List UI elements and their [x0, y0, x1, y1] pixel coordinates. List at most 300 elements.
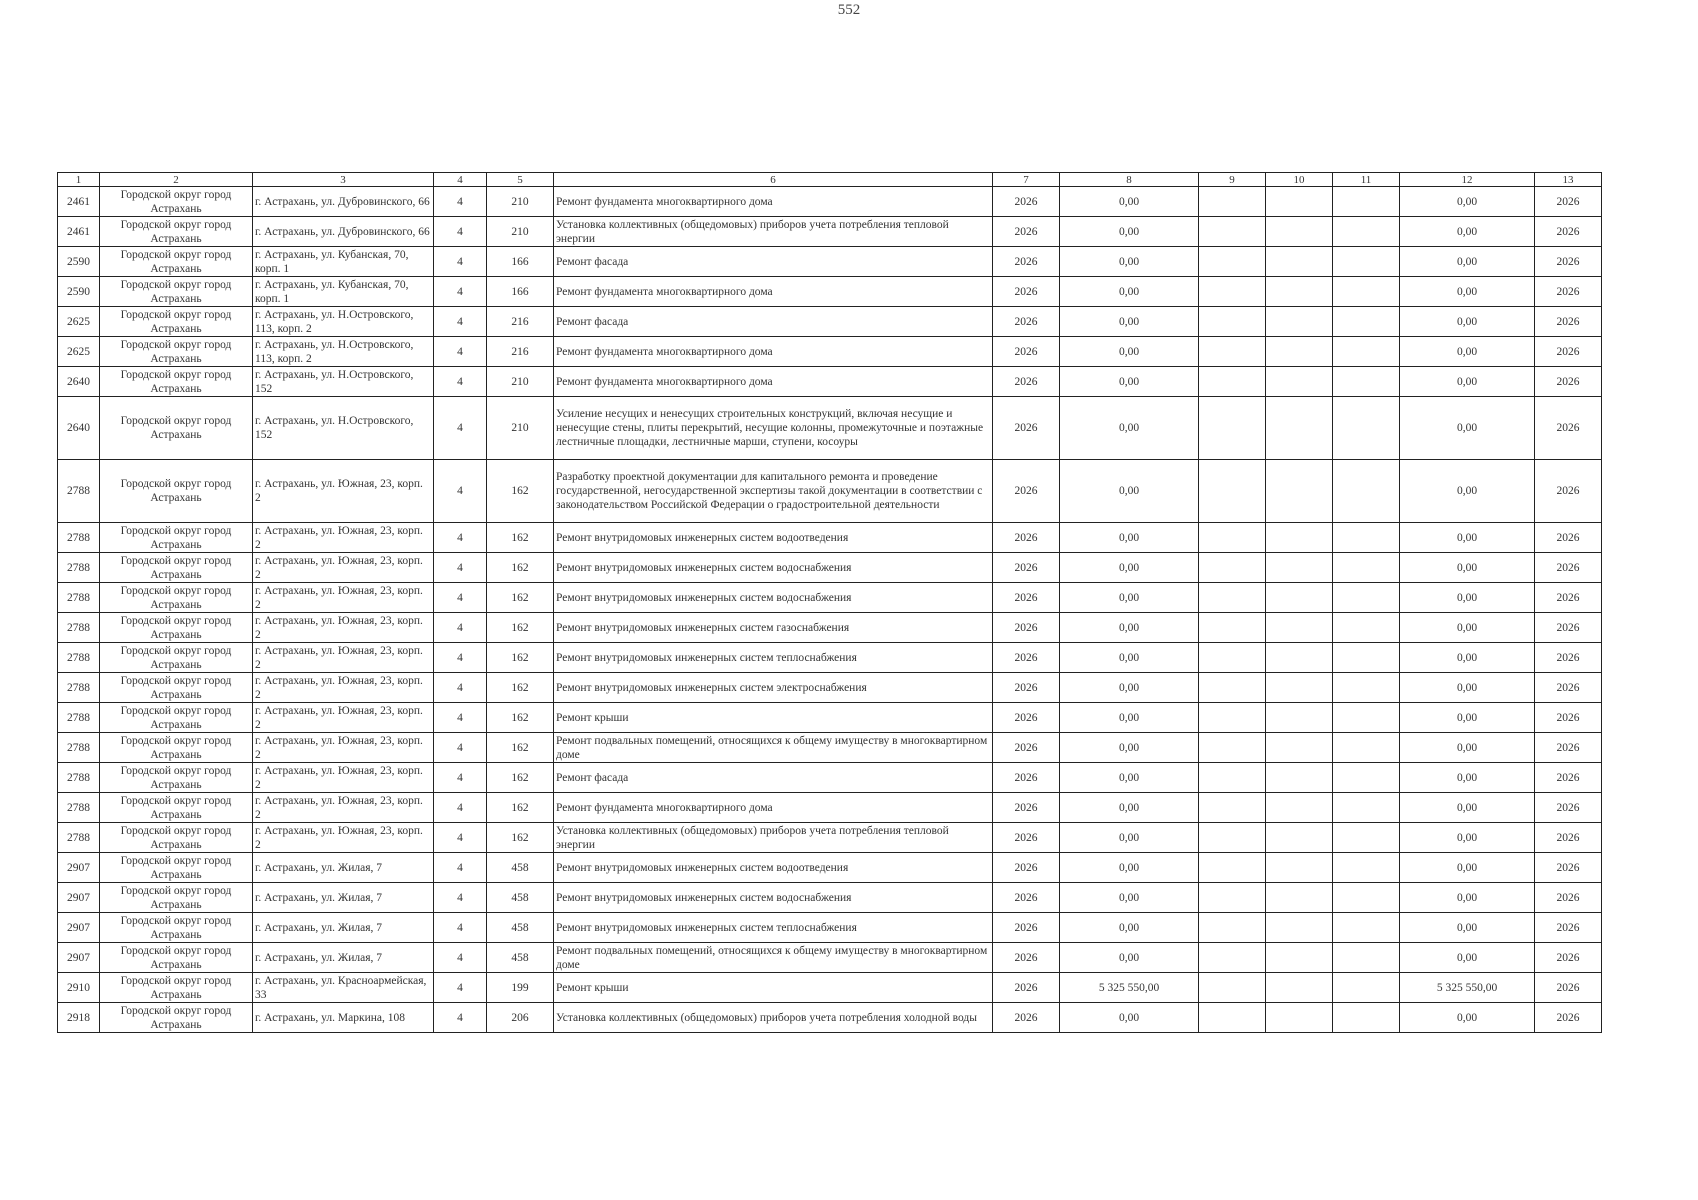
- column-5-cell: 206: [487, 1003, 554, 1033]
- column-header: 12: [1400, 173, 1535, 187]
- column-5-cell: 210: [487, 367, 554, 397]
- column-10-cell: [1266, 673, 1333, 703]
- year-cell: 2026: [993, 703, 1060, 733]
- row-id-cell: 2788: [58, 460, 100, 523]
- cost-cell: 0,00: [1060, 397, 1199, 460]
- column-4-cell: 4: [434, 823, 487, 853]
- column-4-cell: 4: [434, 523, 487, 553]
- work-type-cell: Усиление несущих и ненесущих строительных конструкций, включая несущие и ненесущие стены, плиты перекрытий, несущие колонны, промежуточные и поэтажные лестничные площадки, лестничные марши, ступени, косоуры: [554, 397, 993, 460]
- year-cell: 2026: [993, 823, 1060, 853]
- cost-cell: 0,00: [1060, 187, 1199, 217]
- column-12-cell: 0,00: [1400, 703, 1535, 733]
- column-12-cell: 0,00: [1400, 673, 1535, 703]
- table-row: [58, 763, 1602, 793]
- column-header: 5: [487, 173, 554, 187]
- column-10-cell: [1266, 583, 1333, 613]
- address-cell: г. Астрахань, ул. Южная, 23, корп. 2: [253, 553, 434, 583]
- column-13-cell: 2026: [1535, 367, 1602, 397]
- column-11-cell: [1333, 1003, 1400, 1033]
- column-5-cell: 166: [487, 247, 554, 277]
- year-cell: 2026: [993, 673, 1060, 703]
- row-id-cell: 2788: [58, 643, 100, 673]
- column-9-cell: [1199, 733, 1266, 763]
- work-type-cell: Установка коллективных (общедомовых) приборов учета потребления тепловой энергии: [554, 823, 993, 853]
- column-5-cell: 210: [487, 217, 554, 247]
- year-cell: 2026: [993, 187, 1060, 217]
- municipality-cell: Городской округ город Астрахань: [100, 943, 253, 973]
- column-9-cell: [1199, 763, 1266, 793]
- column-13-cell: 2026: [1535, 523, 1602, 553]
- column-10-cell: [1266, 337, 1333, 367]
- column-5-cell: 162: [487, 583, 554, 613]
- municipality-cell: Городской округ город Астрахань: [100, 763, 253, 793]
- row-id-cell: 2788: [58, 613, 100, 643]
- column-11-cell: [1333, 853, 1400, 883]
- column-13-cell: 2026: [1535, 337, 1602, 367]
- page-number: 552: [837, 2, 861, 18]
- municipality-cell: Городской округ город Астрахань: [100, 643, 253, 673]
- column-11-cell: [1333, 823, 1400, 853]
- work-type-cell: Ремонт фундамента многоквартирного дома: [554, 187, 993, 217]
- column-4-cell: 4: [434, 583, 487, 613]
- column-12-cell: 0,00: [1400, 1003, 1535, 1033]
- column-13-cell: 2026: [1535, 973, 1602, 1003]
- municipality-cell: Городской округ город Астрахань: [100, 553, 253, 583]
- column-9-cell: [1199, 397, 1266, 460]
- table-row: [58, 277, 1602, 307]
- address-cell: г. Астрахань, ул. Жилая, 7: [253, 913, 434, 943]
- column-5-cell: 210: [487, 397, 554, 460]
- work-type-cell: Ремонт фасада: [554, 307, 993, 337]
- work-type-cell: Ремонт внутридомовых инженерных систем водоснабжения: [554, 583, 993, 613]
- table-row: [58, 613, 1602, 643]
- column-11-cell: [1333, 973, 1400, 1003]
- column-4-cell: 4: [434, 643, 487, 673]
- column-4-cell: 4: [434, 397, 487, 460]
- municipality-cell: Городской округ город Астрахань: [100, 307, 253, 337]
- column-11-cell: [1333, 217, 1400, 247]
- address-cell: г. Астрахань, ул. Н.Островского, 113, корп. 2: [253, 337, 434, 367]
- column-9-cell: [1199, 613, 1266, 643]
- column-header: 4: [434, 173, 487, 187]
- column-9-cell: [1199, 277, 1266, 307]
- work-type-cell: Ремонт внутридомовых инженерных систем водоотведения: [554, 853, 993, 883]
- column-5-cell: 162: [487, 553, 554, 583]
- cost-cell: 0,00: [1060, 583, 1199, 613]
- column-10-cell: [1266, 883, 1333, 913]
- cost-cell: 0,00: [1060, 943, 1199, 973]
- column-13-cell: 2026: [1535, 187, 1602, 217]
- address-cell: г. Астрахань, ул. Южная, 23, корп. 2: [253, 523, 434, 553]
- column-11-cell: [1333, 397, 1400, 460]
- column-10-cell: [1266, 643, 1333, 673]
- column-11-cell: [1333, 553, 1400, 583]
- year-cell: 2026: [993, 523, 1060, 553]
- column-12-cell: 0,00: [1400, 613, 1535, 643]
- column-9-cell: [1199, 523, 1266, 553]
- work-type-cell: Ремонт внутридомовых инженерных систем водоснабжения: [554, 883, 993, 913]
- address-cell: г. Астрахань, ул. Южная, 23, корп. 2: [253, 733, 434, 763]
- row-id-cell: 2788: [58, 823, 100, 853]
- column-5-cell: 458: [487, 913, 554, 943]
- table-row: [58, 187, 1602, 217]
- year-cell: 2026: [993, 553, 1060, 583]
- header-row: [58, 173, 1602, 187]
- column-10-cell: [1266, 943, 1333, 973]
- table-row: [58, 217, 1602, 247]
- column-13-cell: 2026: [1535, 733, 1602, 763]
- column-12-cell: 0,00: [1400, 793, 1535, 823]
- column-11-cell: [1333, 673, 1400, 703]
- column-9-cell: [1199, 853, 1266, 883]
- year-cell: 2026: [993, 1003, 1060, 1033]
- municipality-cell: Городской округ город Астрахань: [100, 277, 253, 307]
- capital-repair-register-table: [57, 172, 1602, 1033]
- municipality-cell: Городской округ город Астрахань: [100, 793, 253, 823]
- row-id-cell: 2788: [58, 583, 100, 613]
- column-4-cell: 4: [434, 883, 487, 913]
- column-10-cell: [1266, 763, 1333, 793]
- column-header: 7: [993, 173, 1060, 187]
- municipality-cell: Городской округ город Астрахань: [100, 367, 253, 397]
- column-11-cell: [1333, 307, 1400, 337]
- municipality-cell: Городской округ город Астрахань: [100, 523, 253, 553]
- work-type-cell: Ремонт крыши: [554, 973, 993, 1003]
- table-row: [58, 307, 1602, 337]
- address-cell: г. Астрахань, ул. Н.Островского, 113, корп. 2: [253, 307, 434, 337]
- column-9-cell: [1199, 643, 1266, 673]
- cost-cell: 5 325 550,00: [1060, 973, 1199, 1003]
- municipality-cell: Городской округ город Астрахань: [100, 733, 253, 763]
- work-type-cell: Ремонт фундамента многоквартирного дома: [554, 277, 993, 307]
- cost-cell: 0,00: [1060, 733, 1199, 763]
- column-header: 1: [58, 173, 100, 187]
- table-row: [58, 367, 1602, 397]
- column-12-cell: 0,00: [1400, 523, 1535, 553]
- row-id-cell: 2788: [58, 763, 100, 793]
- column-13-cell: 2026: [1535, 793, 1602, 823]
- year-cell: 2026: [993, 397, 1060, 460]
- table-row: [58, 973, 1602, 1003]
- cost-cell: 0,00: [1060, 793, 1199, 823]
- column-9-cell: [1199, 460, 1266, 523]
- row-id-cell: 2625: [58, 337, 100, 367]
- cost-cell: 0,00: [1060, 523, 1199, 553]
- cost-cell: 0,00: [1060, 763, 1199, 793]
- municipality-cell: Городской округ город Астрахань: [100, 583, 253, 613]
- work-type-cell: Ремонт внутридомовых инженерных систем газоснабжения: [554, 613, 993, 643]
- table-row: [58, 643, 1602, 673]
- column-4-cell: 4: [434, 1003, 487, 1033]
- table-row: [58, 460, 1602, 523]
- year-cell: 2026: [993, 460, 1060, 523]
- table-row: [58, 913, 1602, 943]
- table-row: [58, 793, 1602, 823]
- column-11-cell: [1333, 943, 1400, 973]
- table-header: [58, 173, 1602, 187]
- cost-cell: 0,00: [1060, 460, 1199, 523]
- column-9-cell: [1199, 883, 1266, 913]
- column-12-cell: 0,00: [1400, 307, 1535, 337]
- column-12-cell: 0,00: [1400, 853, 1535, 883]
- table-row: [58, 733, 1602, 763]
- column-12-cell: 0,00: [1400, 277, 1535, 307]
- row-id-cell: 2918: [58, 1003, 100, 1033]
- row-id-cell: 2788: [58, 733, 100, 763]
- table-row: [58, 943, 1602, 973]
- row-id-cell: 2907: [58, 943, 100, 973]
- column-10-cell: [1266, 187, 1333, 217]
- table-row: [58, 583, 1602, 613]
- table-row: [58, 553, 1602, 583]
- address-cell: г. Астрахань, ул. Южная, 23, корп. 2: [253, 703, 434, 733]
- column-header: 3: [253, 173, 434, 187]
- column-9-cell: [1199, 307, 1266, 337]
- work-type-cell: Ремонт внутридомовых инженерных систем водоснабжения: [554, 553, 993, 583]
- year-cell: 2026: [993, 883, 1060, 913]
- column-10-cell: [1266, 367, 1333, 397]
- column-12-cell: 5 325 550,00: [1400, 973, 1535, 1003]
- column-5-cell: 162: [487, 763, 554, 793]
- row-id-cell: 2907: [58, 853, 100, 883]
- column-13-cell: 2026: [1535, 643, 1602, 673]
- column-11-cell: [1333, 277, 1400, 307]
- column-13-cell: 2026: [1535, 673, 1602, 703]
- column-11-cell: [1333, 883, 1400, 913]
- column-5-cell: 162: [487, 823, 554, 853]
- column-10-cell: [1266, 397, 1333, 460]
- column-13-cell: 2026: [1535, 613, 1602, 643]
- column-13-cell: 2026: [1535, 823, 1602, 853]
- cost-cell: 0,00: [1060, 367, 1199, 397]
- column-9-cell: [1199, 793, 1266, 823]
- municipality-cell: Городской округ город Астрахань: [100, 397, 253, 460]
- work-type-cell: Установка коллективных (общедомовых) приборов учета потребления холодной воды: [554, 1003, 993, 1033]
- year-cell: 2026: [993, 913, 1060, 943]
- column-9-cell: [1199, 913, 1266, 943]
- column-10-cell: [1266, 913, 1333, 943]
- column-10-cell: [1266, 973, 1333, 1003]
- address-cell: г. Астрахань, ул. Маркина, 108: [253, 1003, 434, 1033]
- column-13-cell: 2026: [1535, 913, 1602, 943]
- row-id-cell: 2907: [58, 913, 100, 943]
- column-header: 8: [1060, 173, 1199, 187]
- column-13-cell: 2026: [1535, 883, 1602, 913]
- work-type-cell: Ремонт фасада: [554, 247, 993, 277]
- year-cell: 2026: [993, 763, 1060, 793]
- column-12-cell: 0,00: [1400, 583, 1535, 613]
- column-5-cell: 216: [487, 307, 554, 337]
- column-4-cell: 4: [434, 973, 487, 1003]
- cost-cell: 0,00: [1060, 913, 1199, 943]
- column-4-cell: 4: [434, 337, 487, 367]
- year-cell: 2026: [993, 337, 1060, 367]
- work-type-cell: Установка коллективных (общедомовых) приборов учета потребления тепловой энергии: [554, 217, 993, 247]
- year-cell: 2026: [993, 973, 1060, 1003]
- column-5-cell: 162: [487, 643, 554, 673]
- column-9-cell: [1199, 247, 1266, 277]
- column-5-cell: 162: [487, 793, 554, 823]
- column-11-cell: [1333, 793, 1400, 823]
- column-10-cell: [1266, 277, 1333, 307]
- address-cell: г. Астрахань, ул. Кубанская, 70, корп. 1: [253, 277, 434, 307]
- work-type-cell: Ремонт подвальных помещений, относящихся к общему имуществу в многоквартирном доме: [554, 733, 993, 763]
- column-13-cell: 2026: [1535, 307, 1602, 337]
- address-cell: г. Астрахань, ул. Южная, 23, корп. 2: [253, 673, 434, 703]
- column-header: 9: [1199, 173, 1266, 187]
- column-header: 13: [1535, 173, 1602, 187]
- column-4-cell: 4: [434, 673, 487, 703]
- column-12-cell: 0,00: [1400, 367, 1535, 397]
- column-10-cell: [1266, 823, 1333, 853]
- column-4-cell: 4: [434, 247, 487, 277]
- column-11-cell: [1333, 460, 1400, 523]
- cost-cell: 0,00: [1060, 613, 1199, 643]
- address-cell: г. Астрахань, ул. Южная, 23, корп. 2: [253, 643, 434, 673]
- column-10-cell: [1266, 460, 1333, 523]
- column-9-cell: [1199, 703, 1266, 733]
- cost-cell: 0,00: [1060, 217, 1199, 247]
- cost-cell: 0,00: [1060, 643, 1199, 673]
- column-header: 11: [1333, 173, 1400, 187]
- column-5-cell: 458: [487, 883, 554, 913]
- column-11-cell: [1333, 247, 1400, 277]
- work-type-cell: Ремонт фундамента многоквартирного дома: [554, 337, 993, 367]
- table-row: [58, 883, 1602, 913]
- municipality-cell: Городской округ город Астрахань: [100, 217, 253, 247]
- table-row: [58, 673, 1602, 703]
- column-9-cell: [1199, 337, 1266, 367]
- column-11-cell: [1333, 583, 1400, 613]
- column-5-cell: 199: [487, 973, 554, 1003]
- address-cell: г. Астрахань, ул. Н.Островского, 152: [253, 397, 434, 460]
- table-row: [58, 1003, 1602, 1033]
- column-9-cell: [1199, 217, 1266, 247]
- municipality-cell: Городской округ город Астрахань: [100, 460, 253, 523]
- column-4-cell: 4: [434, 277, 487, 307]
- year-cell: 2026: [993, 643, 1060, 673]
- address-cell: г. Астрахань, ул. Южная, 23, корп. 2: [253, 583, 434, 613]
- column-10-cell: [1266, 217, 1333, 247]
- column-11-cell: [1333, 337, 1400, 367]
- column-12-cell: 0,00: [1400, 217, 1535, 247]
- column-9-cell: [1199, 1003, 1266, 1033]
- year-cell: 2026: [993, 583, 1060, 613]
- column-9-cell: [1199, 187, 1266, 217]
- column-9-cell: [1199, 823, 1266, 853]
- column-13-cell: 2026: [1535, 553, 1602, 583]
- table-row: [58, 703, 1602, 733]
- table-body: [58, 187, 1602, 1033]
- column-5-cell: 166: [487, 277, 554, 307]
- cost-cell: 0,00: [1060, 823, 1199, 853]
- row-id-cell: 2788: [58, 703, 100, 733]
- address-cell: г. Астрахань, ул. Жилая, 7: [253, 883, 434, 913]
- table-row: [58, 397, 1602, 460]
- cost-cell: 0,00: [1060, 673, 1199, 703]
- column-12-cell: 0,00: [1400, 187, 1535, 217]
- address-cell: г. Астрахань, ул. Жилая, 7: [253, 943, 434, 973]
- row-id-cell: 2640: [58, 397, 100, 460]
- year-cell: 2026: [993, 307, 1060, 337]
- column-10-cell: [1266, 1003, 1333, 1033]
- work-type-cell: Ремонт внутридомовых инженерных систем водоотведения: [554, 523, 993, 553]
- year-cell: 2026: [993, 943, 1060, 973]
- column-11-cell: [1333, 703, 1400, 733]
- municipality-cell: Городской округ город Астрахань: [100, 823, 253, 853]
- column-10-cell: [1266, 523, 1333, 553]
- table-row: [58, 247, 1602, 277]
- column-9-cell: [1199, 553, 1266, 583]
- table-row: [58, 853, 1602, 883]
- column-11-cell: [1333, 367, 1400, 397]
- column-5-cell: 216: [487, 337, 554, 367]
- cost-cell: 0,00: [1060, 883, 1199, 913]
- column-13-cell: 2026: [1535, 217, 1602, 247]
- column-4-cell: 4: [434, 217, 487, 247]
- row-id-cell: 2640: [58, 367, 100, 397]
- column-12-cell: 0,00: [1400, 733, 1535, 763]
- year-cell: 2026: [993, 277, 1060, 307]
- address-cell: г. Астрахань, ул. Дубровинского, 66: [253, 187, 434, 217]
- column-9-cell: [1199, 367, 1266, 397]
- cost-cell: 0,00: [1060, 853, 1199, 883]
- column-11-cell: [1333, 643, 1400, 673]
- column-5-cell: 162: [487, 703, 554, 733]
- address-cell: г. Астрахань, ул. Жилая, 7: [253, 853, 434, 883]
- address-cell: г. Астрахань, ул. Кубанская, 70, корп. 1: [253, 247, 434, 277]
- column-10-cell: [1266, 793, 1333, 823]
- column-12-cell: 0,00: [1400, 460, 1535, 523]
- column-13-cell: 2026: [1535, 247, 1602, 277]
- row-id-cell: 2910: [58, 973, 100, 1003]
- column-12-cell: 0,00: [1400, 337, 1535, 367]
- column-13-cell: 2026: [1535, 703, 1602, 733]
- table-row: [58, 337, 1602, 367]
- row-id-cell: 2590: [58, 247, 100, 277]
- column-4-cell: 4: [434, 307, 487, 337]
- column-9-cell: [1199, 673, 1266, 703]
- column-12-cell: 0,00: [1400, 643, 1535, 673]
- year-cell: 2026: [993, 247, 1060, 277]
- column-12-cell: 0,00: [1400, 397, 1535, 460]
- work-type-cell: Ремонт фундамента многоквартирного дома: [554, 367, 993, 397]
- column-12-cell: 0,00: [1400, 247, 1535, 277]
- work-type-cell: Ремонт внутридомовых инженерных систем теплоснабжения: [554, 643, 993, 673]
- row-id-cell: 2461: [58, 217, 100, 247]
- column-5-cell: 210: [487, 187, 554, 217]
- cost-cell: 0,00: [1060, 1003, 1199, 1033]
- table-row: [58, 523, 1602, 553]
- column-4-cell: 4: [434, 187, 487, 217]
- column-12-cell: 0,00: [1400, 553, 1535, 583]
- row-id-cell: 2590: [58, 277, 100, 307]
- municipality-cell: Городской округ город Астрахань: [100, 673, 253, 703]
- municipality-cell: Городской округ город Астрахань: [100, 703, 253, 733]
- column-12-cell: 0,00: [1400, 823, 1535, 853]
- municipality-cell: Городской округ город Астрахань: [100, 853, 253, 883]
- municipality-cell: Городской округ город Астрахань: [100, 337, 253, 367]
- year-cell: 2026: [993, 217, 1060, 247]
- municipality-cell: Городской округ город Астрахань: [100, 913, 253, 943]
- address-cell: г. Астрахань, ул. Южная, 23, корп. 2: [253, 613, 434, 643]
- year-cell: 2026: [993, 367, 1060, 397]
- address-cell: г. Астрахань, ул. Н.Островского, 152: [253, 367, 434, 397]
- table-row: [58, 823, 1602, 853]
- municipality-cell: Городской округ город Астрахань: [100, 973, 253, 1003]
- row-id-cell: 2788: [58, 553, 100, 583]
- address-cell: г. Астрахань, ул. Красноармейская, 33: [253, 973, 434, 1003]
